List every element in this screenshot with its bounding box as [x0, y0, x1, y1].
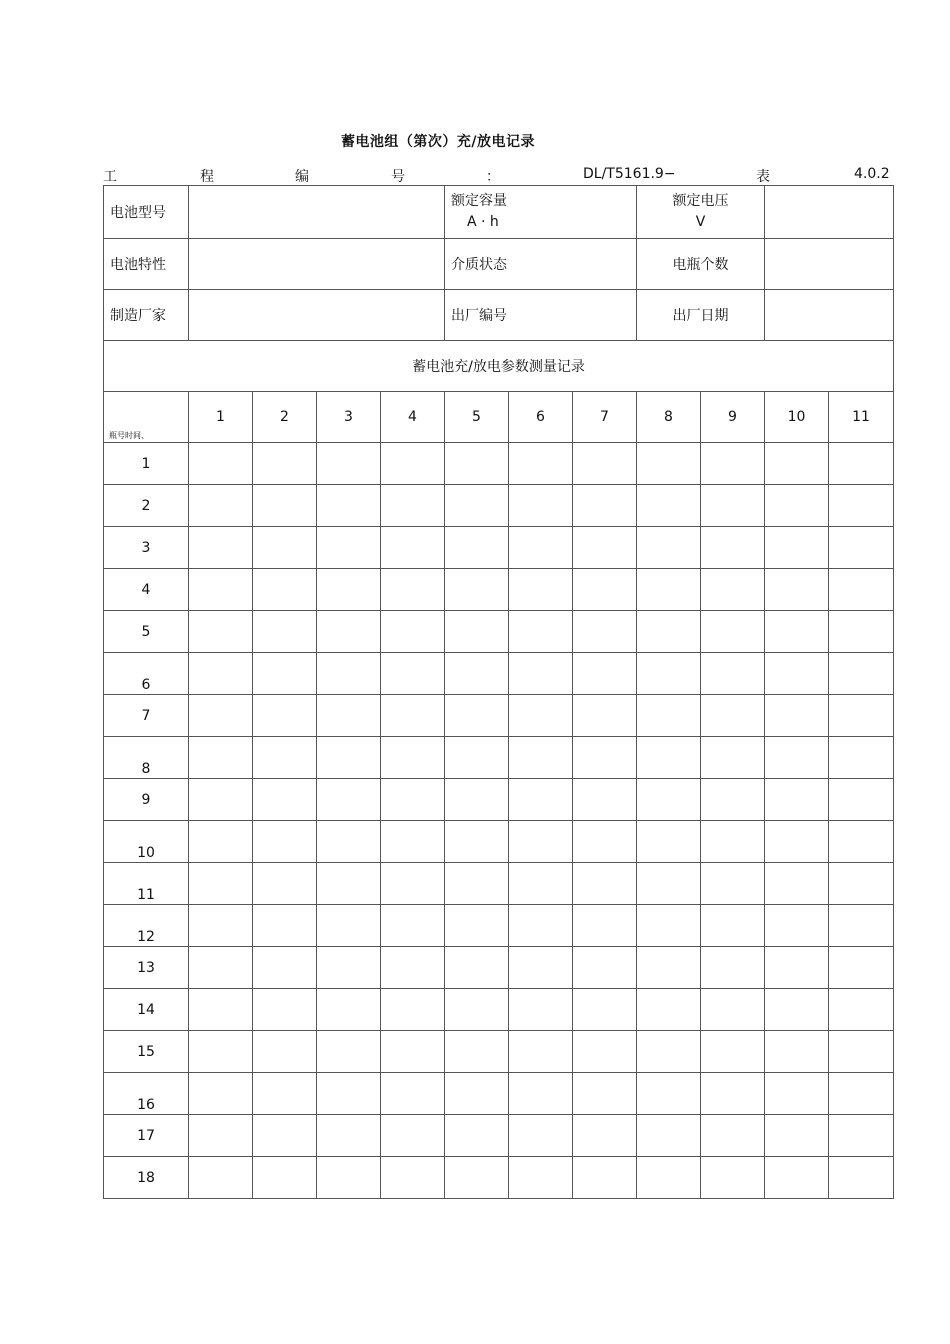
column-number: 11 [829, 392, 894, 443]
measurement-cell[interactable] [253, 779, 317, 821]
measurement-cell[interactable] [765, 443, 829, 485]
measurement-cell[interactable] [509, 695, 573, 737]
measurement-cell[interactable] [765, 989, 829, 1031]
measurement-cell[interactable] [637, 779, 701, 821]
measurement-cell[interactable] [317, 653, 381, 695]
measurement-cell[interactable] [445, 443, 509, 485]
row-number: 3 [104, 527, 189, 569]
measurement-cell[interactable] [189, 695, 253, 737]
column-number: 10 [765, 392, 829, 443]
table-row [104, 779, 894, 821]
measurement-cell[interactable] [253, 737, 317, 779]
measurement-cell[interactable] [701, 1073, 765, 1115]
measurement-cell[interactable] [381, 905, 445, 947]
measurement-cell[interactable] [381, 989, 445, 1031]
measurement-cell[interactable] [317, 569, 381, 611]
row-number: 18 [104, 1157, 189, 1199]
measurement-cell[interactable] [317, 1157, 381, 1199]
measurement-cell[interactable] [509, 905, 573, 947]
measurement-cell[interactable] [381, 1031, 445, 1073]
measurement-cell[interactable] [317, 527, 381, 569]
measurement-cell[interactable] [765, 527, 829, 569]
measurement-cell[interactable] [381, 1115, 445, 1157]
measurement-cell[interactable] [573, 485, 637, 527]
measurement-cell[interactable] [829, 863, 894, 905]
project-char: 程 [200, 169, 214, 185]
measurement-cell[interactable] [829, 485, 894, 527]
medium-state-label: 介质状态 [445, 239, 637, 290]
measurement-cell[interactable] [637, 737, 701, 779]
project-char: 号 [391, 169, 405, 185]
measurement-cell[interactable] [573, 821, 637, 863]
voltage-unit: V [695, 214, 706, 230]
measurement-cell[interactable] [381, 1157, 445, 1199]
measurement-cell[interactable] [573, 653, 637, 695]
measurement-cell[interactable] [253, 653, 317, 695]
measurement-cell[interactable] [765, 947, 829, 989]
measurement-cell[interactable] [829, 821, 894, 863]
standard-code: DL/T5161.9− [583, 166, 676, 182]
measurement-cell[interactable] [189, 905, 253, 947]
corner-header-cell [104, 392, 189, 443]
measurement-cell[interactable] [509, 527, 573, 569]
measurement-cell[interactable] [573, 947, 637, 989]
measurement-cell[interactable] [253, 863, 317, 905]
measurement-cell[interactable] [189, 485, 253, 527]
table-row [104, 737, 894, 779]
measurement-cell[interactable] [637, 527, 701, 569]
measurement-cell[interactable] [445, 905, 509, 947]
rated-voltage-cell [637, 186, 765, 239]
measurement-cell[interactable] [573, 569, 637, 611]
measurement-cell[interactable] [189, 779, 253, 821]
manufacturer-value[interactable] [189, 290, 445, 341]
measurement-cell[interactable] [701, 485, 765, 527]
measurement-cell[interactable] [189, 1073, 253, 1115]
measurement-cell[interactable] [381, 695, 445, 737]
table-row [104, 611, 894, 653]
measurement-cell[interactable] [829, 905, 894, 947]
measurement-cell[interactable] [189, 569, 253, 611]
row-number: 7 [104, 695, 189, 737]
measurement-cell[interactable] [765, 1073, 829, 1115]
measurement-cell[interactable] [509, 485, 573, 527]
measurement-cell[interactable] [445, 1073, 509, 1115]
measurement-cell[interactable] [381, 527, 445, 569]
measurement-cell[interactable] [317, 905, 381, 947]
measurement-cell[interactable] [509, 653, 573, 695]
measurement-cell[interactable] [189, 653, 253, 695]
row-number: 2 [104, 485, 189, 527]
measurement-cell[interactable] [317, 611, 381, 653]
measurement-cell[interactable] [317, 485, 381, 527]
production-date-value[interactable] [765, 290, 894, 341]
project-char: ： [486, 169, 500, 185]
measurement-cell[interactable] [253, 1031, 317, 1073]
measurement-cell[interactable] [573, 779, 637, 821]
measurement-cell[interactable] [765, 737, 829, 779]
measurement-cell[interactable] [637, 653, 701, 695]
measurement-cell[interactable] [317, 779, 381, 821]
measurement-cell[interactable] [637, 1115, 701, 1157]
row-number: 12 [104, 905, 189, 947]
measurement-cell[interactable] [509, 989, 573, 1031]
measurement-cell[interactable] [381, 779, 445, 821]
measurement-cell[interactable] [637, 1157, 701, 1199]
measurement-cell[interactable] [317, 863, 381, 905]
measurement-cell[interactable] [701, 1157, 765, 1199]
measurement-cell[interactable] [637, 989, 701, 1031]
measurement-cell[interactable] [509, 737, 573, 779]
measurement-cell[interactable] [829, 737, 894, 779]
measurement-cell[interactable] [189, 1031, 253, 1073]
rated-voltage-label: 额定电压 [672, 193, 729, 209]
table-row [104, 1073, 894, 1115]
row-number: 10 [104, 821, 189, 863]
document-title: 蓄电池组（第次）充/放电记录 [340, 134, 536, 150]
measurement-cell[interactable] [573, 527, 637, 569]
measurement-cell[interactable] [445, 779, 509, 821]
measurement-cell[interactable] [573, 1073, 637, 1115]
measurement-cell[interactable] [317, 821, 381, 863]
measurement-cell[interactable] [637, 569, 701, 611]
measurement-cell[interactable] [445, 821, 509, 863]
measurement-cell[interactable] [765, 695, 829, 737]
measurement-cell[interactable] [829, 1073, 894, 1115]
measurement-cell[interactable] [445, 863, 509, 905]
measurement-cell[interactable] [317, 737, 381, 779]
battery-characteristic-label: 电池特性 [104, 239, 189, 290]
measurement-cell[interactable] [253, 569, 317, 611]
measurement-cell[interactable] [189, 737, 253, 779]
table-row [104, 653, 894, 695]
measurement-cell[interactable] [253, 1115, 317, 1157]
measurement-cell[interactable] [509, 779, 573, 821]
measurement-cell[interactable] [701, 569, 765, 611]
column-number: 5 [445, 392, 509, 443]
table-row [104, 989, 894, 1031]
measurement-cell[interactable] [253, 485, 317, 527]
table-label: 表 [756, 169, 770, 185]
row-number: 14 [104, 989, 189, 1031]
manufacturer-label: 制造厂家 [104, 290, 189, 341]
measurement-cell[interactable] [765, 485, 829, 527]
measurement-cell[interactable] [701, 947, 765, 989]
measurement-cell[interactable] [445, 947, 509, 989]
table-row [104, 947, 894, 989]
record-table [103, 185, 894, 1199]
measurement-cell[interactable] [701, 653, 765, 695]
measurement-cell[interactable] [445, 527, 509, 569]
measurement-cell[interactable] [445, 737, 509, 779]
column-number: 1 [189, 392, 253, 443]
measurement-cell[interactable] [701, 821, 765, 863]
measurement-cell[interactable] [317, 1073, 381, 1115]
project-char: 工 [103, 169, 117, 185]
table-row [104, 1115, 894, 1157]
measurement-cell[interactable] [829, 443, 894, 485]
measurement-cell[interactable] [253, 905, 317, 947]
measurement-cell[interactable] [573, 1157, 637, 1199]
table-row [104, 485, 894, 527]
measurement-cell[interactable] [573, 989, 637, 1031]
measurement-cell[interactable] [253, 1073, 317, 1115]
table-row [104, 821, 894, 863]
measurement-cell[interactable] [381, 611, 445, 653]
measurement-cell[interactable] [189, 863, 253, 905]
row-number: 15 [104, 1031, 189, 1073]
measurement-cell[interactable] [637, 947, 701, 989]
measurement-cell[interactable] [189, 989, 253, 1031]
table-row [104, 863, 894, 905]
measurement-cell[interactable] [253, 947, 317, 989]
measurement-cell[interactable] [829, 527, 894, 569]
measurement-cell[interactable] [253, 527, 317, 569]
measurement-cell[interactable] [765, 863, 829, 905]
measurement-cell[interactable] [637, 443, 701, 485]
measurement-cell[interactable] [765, 1031, 829, 1073]
measurement-cell[interactable] [829, 1157, 894, 1199]
rated-capacity-label: 额定容量 [451, 193, 507, 209]
measurement-cell[interactable] [829, 779, 894, 821]
measurement-cell[interactable] [765, 1115, 829, 1157]
measurement-cell[interactable] [509, 947, 573, 989]
measurement-cell[interactable] [829, 611, 894, 653]
measurement-cell[interactable] [701, 527, 765, 569]
measurement-cell[interactable] [253, 611, 317, 653]
measurement-cell[interactable] [381, 1073, 445, 1115]
column-number: 2 [253, 392, 317, 443]
measurement-cell[interactable] [509, 569, 573, 611]
measurement-cell[interactable] [765, 653, 829, 695]
table-row [104, 569, 894, 611]
measurement-cell[interactable] [381, 821, 445, 863]
row-number: 11 [104, 863, 189, 905]
measurement-cell[interactable] [189, 1115, 253, 1157]
measurement-cell[interactable] [189, 527, 253, 569]
measurement-cell[interactable] [637, 695, 701, 737]
measurement-cell[interactable] [573, 863, 637, 905]
measurement-cell[interactable] [381, 737, 445, 779]
measurement-cell[interactable] [509, 821, 573, 863]
battery-model-value[interactable] [189, 186, 445, 239]
measurement-cell[interactable] [701, 443, 765, 485]
measurement-cell[interactable] [829, 569, 894, 611]
battery-characteristic-value[interactable] [189, 239, 445, 290]
corner-label: 瓶号时间、 [109, 431, 149, 440]
measurement-cell[interactable] [637, 1073, 701, 1115]
measurement-cell[interactable] [829, 1115, 894, 1157]
measurement-cell[interactable] [317, 1115, 381, 1157]
row-number: 6 [104, 653, 189, 695]
battery-count-value[interactable] [765, 239, 894, 290]
table-number: 4.0.2 [854, 166, 890, 182]
measurement-cell[interactable] [701, 905, 765, 947]
measurement-cell[interactable] [765, 611, 829, 653]
measurement-cell[interactable] [509, 863, 573, 905]
measurement-cell[interactable] [445, 989, 509, 1031]
measurement-cell[interactable] [637, 821, 701, 863]
measurement-cell[interactable] [701, 1031, 765, 1073]
measurement-cell[interactable] [317, 1031, 381, 1073]
capacity-unit: A · h [467, 214, 499, 230]
measurement-cell[interactable] [829, 947, 894, 989]
measurement-cell[interactable] [253, 695, 317, 737]
table-row [104, 1031, 894, 1073]
measurement-cell[interactable] [701, 611, 765, 653]
measurement-cell[interactable] [573, 905, 637, 947]
row-number: 17 [104, 1115, 189, 1157]
measurement-cell[interactable] [829, 695, 894, 737]
table-row [104, 905, 894, 947]
row-number: 5 [104, 611, 189, 653]
measurement-cell[interactable] [445, 1157, 509, 1199]
measurement-cell[interactable] [509, 443, 573, 485]
measurement-cell[interactable] [445, 653, 509, 695]
measurement-cell[interactable] [189, 611, 253, 653]
measurement-cell[interactable] [701, 989, 765, 1031]
measurement-cell[interactable] [765, 905, 829, 947]
measurement-cell[interactable] [253, 1157, 317, 1199]
measurement-cell[interactable] [701, 779, 765, 821]
table-row [104, 443, 894, 485]
battery-count-label: 电瓶个数 [637, 239, 765, 290]
rated-capacity-cell [445, 186, 637, 239]
measurement-cell[interactable] [317, 443, 381, 485]
measurement-cell[interactable] [253, 989, 317, 1031]
measurement-cell[interactable] [317, 989, 381, 1031]
column-number: 6 [509, 392, 573, 443]
measurement-cell[interactable] [637, 905, 701, 947]
measurement-cell[interactable] [509, 1031, 573, 1073]
measurement-cell[interactable] [445, 1031, 509, 1073]
rated-voltage-value[interactable] [765, 186, 894, 239]
measurement-cell[interactable] [189, 947, 253, 989]
measurement-cell[interactable] [701, 1115, 765, 1157]
measurement-cell[interactable] [765, 569, 829, 611]
measurement-cell[interactable] [573, 443, 637, 485]
measurement-cell[interactable] [189, 1157, 253, 1199]
measurement-cell[interactable] [765, 779, 829, 821]
measurement-cell[interactable] [829, 653, 894, 695]
row-number: 9 [104, 779, 189, 821]
measurement-cell[interactable] [765, 821, 829, 863]
measurement-cell[interactable] [381, 485, 445, 527]
table-row [104, 527, 894, 569]
measurement-cell[interactable] [573, 737, 637, 779]
measurement-cell[interactable] [637, 863, 701, 905]
measurement-cell[interactable] [445, 1115, 509, 1157]
measurement-cell[interactable] [509, 1073, 573, 1115]
column-header-row [104, 392, 894, 443]
measurement-cell[interactable] [637, 611, 701, 653]
measurement-cell[interactable] [701, 695, 765, 737]
column-number: 9 [701, 392, 765, 443]
row-number: 1 [104, 443, 189, 485]
measurement-cell[interactable] [573, 611, 637, 653]
measurement-cell[interactable] [829, 1031, 894, 1073]
column-number: 3 [317, 392, 381, 443]
measurement-cell[interactable] [381, 863, 445, 905]
battery-model-label: 电池型号 [104, 186, 189, 239]
production-date-label: 出厂日期 [637, 290, 765, 341]
measurement-cell[interactable] [253, 821, 317, 863]
measurement-cell[interactable] [509, 1115, 573, 1157]
measurement-cell[interactable] [829, 989, 894, 1031]
measurement-cell[interactable] [573, 1115, 637, 1157]
column-number: 8 [637, 392, 701, 443]
measurement-cell[interactable] [189, 821, 253, 863]
measurement-cell[interactable] [573, 695, 637, 737]
serial-number-label: 出厂编号 [445, 290, 637, 341]
row-number: 16 [104, 1073, 189, 1115]
measurement-cell[interactable] [445, 569, 509, 611]
column-number: 7 [573, 392, 637, 443]
measurement-cell[interactable] [445, 695, 509, 737]
measurement-cell[interactable] [253, 443, 317, 485]
measurement-cell[interactable] [509, 611, 573, 653]
measurement-cell[interactable] [765, 1157, 829, 1199]
measurement-cell[interactable] [573, 1031, 637, 1073]
measurement-cell[interactable] [509, 1157, 573, 1199]
project-char: 编 [295, 169, 309, 185]
measurement-cell[interactable] [381, 947, 445, 989]
measurement-cell[interactable] [637, 485, 701, 527]
row-number: 4 [104, 569, 189, 611]
measurement-cell[interactable] [317, 947, 381, 989]
measurement-cell[interactable] [381, 653, 445, 695]
measurement-section-title: 蓄电池充/放电参数测量记录 [104, 341, 894, 392]
measurement-cell[interactable] [381, 569, 445, 611]
measurement-cell[interactable] [701, 737, 765, 779]
measurement-cell[interactable] [637, 1031, 701, 1073]
measurement-cell[interactable] [381, 443, 445, 485]
project-number-line [103, 166, 893, 186]
measurement-cell[interactable] [317, 695, 381, 737]
table-row [104, 1157, 894, 1199]
column-number: 4 [381, 392, 445, 443]
row-number: 13 [104, 947, 189, 989]
measurement-cell[interactable] [445, 485, 509, 527]
measurement-cell[interactable] [701, 863, 765, 905]
table-row [104, 695, 894, 737]
measurement-cell[interactable] [445, 611, 509, 653]
row-number: 8 [104, 737, 189, 779]
measurement-cell[interactable] [189, 443, 253, 485]
